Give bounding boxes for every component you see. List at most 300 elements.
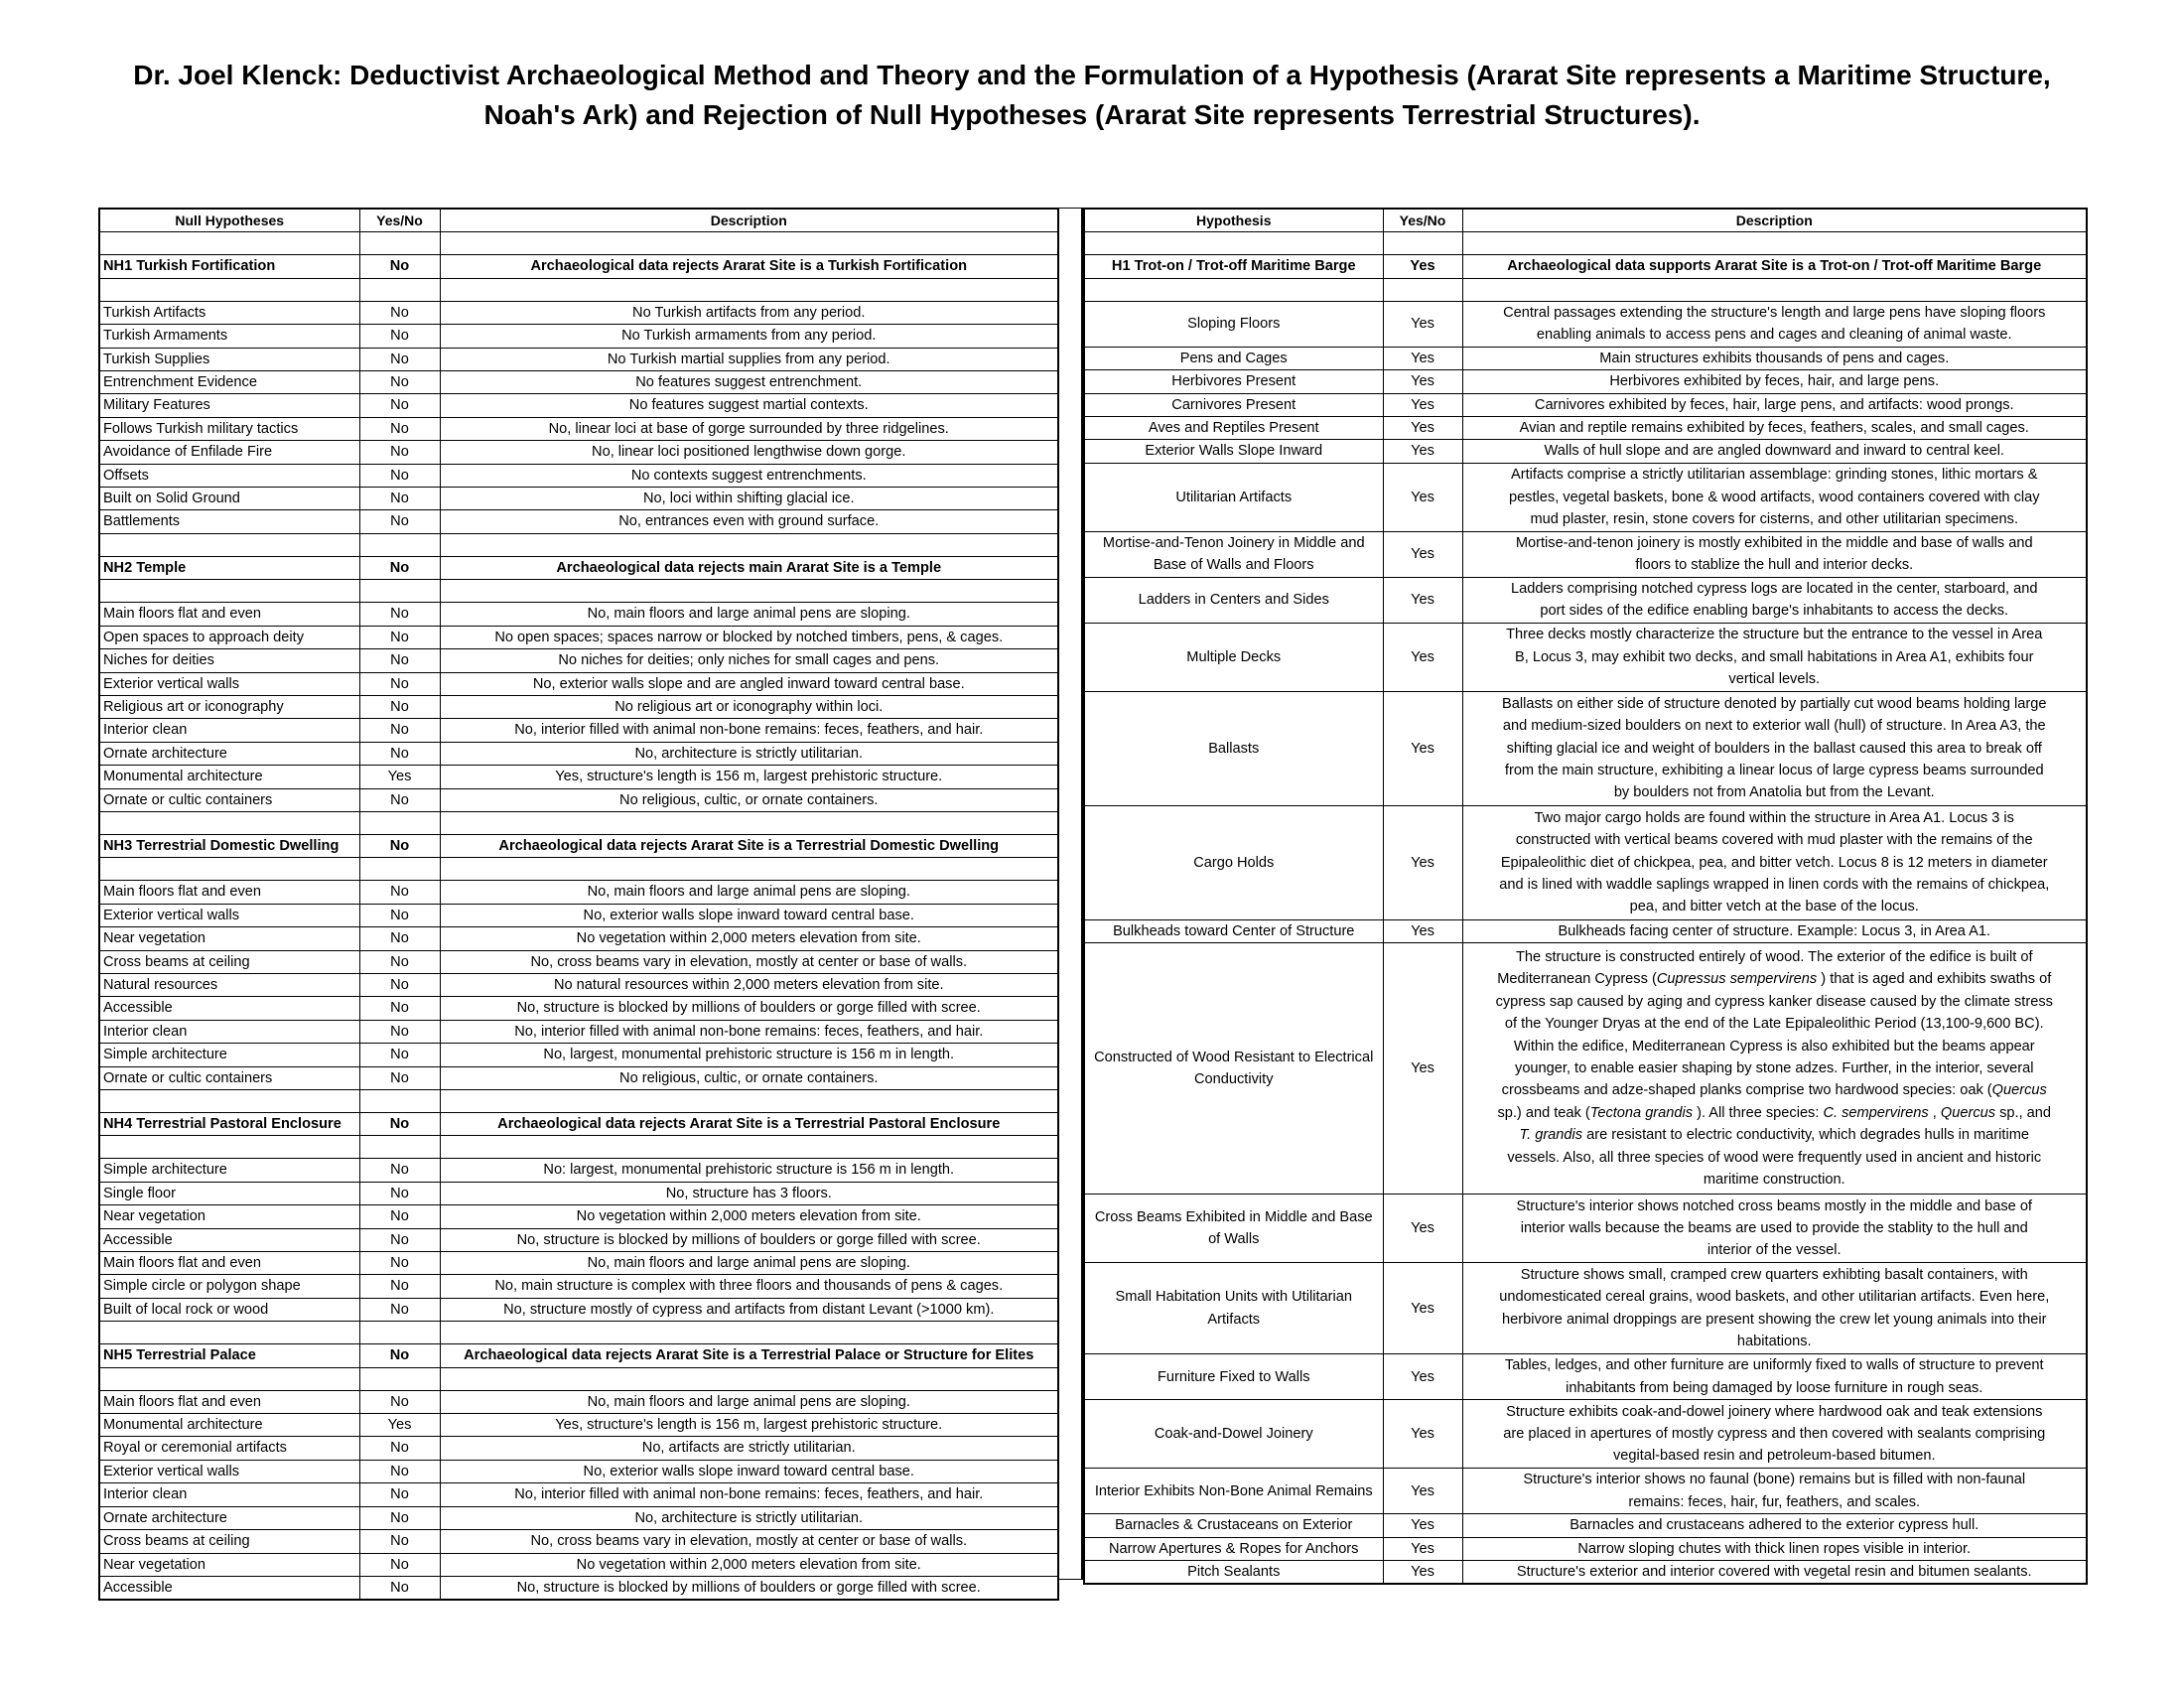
yes-no-cell: No [359, 301, 440, 324]
yes-no-cell: Yes [1383, 1354, 1462, 1400]
yes-no-cell: No [359, 1020, 440, 1043]
table-row [99, 649, 1058, 672]
criterion-cell: Multiple Decks [1084, 623, 1383, 691]
table-row [1084, 1263, 2087, 1354]
yes-no-cell: No [359, 1460, 440, 1482]
empty-cell [440, 278, 1058, 301]
description-line: Structure's interior shows notched cross beams mostly in the middle and base of [1516, 1197, 2032, 1214]
criterion-cell: Entrenchment Evidence [99, 371, 359, 394]
yes-no-cell: No [359, 1483, 440, 1506]
description-cell: No, main floors and large animal pens are sloping. [440, 1252, 1058, 1275]
description-cell [1462, 691, 2087, 805]
table-row [99, 1228, 1058, 1251]
empty-cell [359, 1367, 440, 1390]
group-verdict: No [359, 255, 440, 278]
group-title-row [99, 556, 1058, 579]
group-title: NH2 Temple [99, 556, 359, 579]
yes-no-cell: No [359, 1298, 440, 1321]
criterion-cell: Interior Exhibits Non-Bone Animal Remains [1084, 1469, 1383, 1514]
description-line: by boulders not from Anatolia but from the Levant. [1613, 784, 1935, 801]
group-verdict: No [359, 834, 440, 857]
empty-cell [1084, 278, 1383, 301]
table-row [1084, 347, 2087, 369]
yes-no-cell: Yes [1383, 691, 1462, 805]
hypothesis-summary: Archaeological data supports Ararat Site is a Trot-on / Trot-off Maritime Barge [1462, 255, 2087, 278]
description-line: Bulkheads facing center of structure. Example: Locus 3, in Area A1. [1558, 922, 1991, 939]
yes-no-cell: Yes [1383, 805, 1462, 919]
description-line: Tables, ledges, and other furniture are uniformly fixed to walls of structure to prevent [1504, 1357, 2044, 1374]
description-line: Narrow sloping chutes with thick linen ropes visible in interior. [1577, 1540, 1972, 1557]
group-verdict: No [359, 556, 440, 579]
table-row [1084, 531, 2087, 577]
criterion-cell: Herbivores Present [1084, 370, 1383, 393]
table-row [1084, 1400, 2087, 1469]
table-row [99, 1530, 1058, 1553]
description-cell: No, structure is blocked by millions of boulders or gorge filled with scree. [440, 997, 1058, 1020]
group-verdict: No [359, 1113, 440, 1136]
description-cell: No, loci within shifting glacial ice. [440, 488, 1058, 510]
yes-no-cell: No [359, 1066, 440, 1089]
empty-cell [440, 1322, 1058, 1344]
yes-no-cell: Yes [1383, 1195, 1462, 1263]
description-line: herbivore animal droppings are present showing the crew let young animals into their [1502, 1311, 2047, 1328]
description-cell [1462, 393, 2087, 416]
yes-no-cell: No [359, 695, 440, 718]
table-row [99, 1553, 1058, 1576]
criterion-cell: Cargo Holds [1084, 805, 1383, 919]
yes-no-cell: Yes [1383, 919, 1462, 942]
yes-no-cell: Yes [1383, 393, 1462, 416]
table-row [99, 672, 1058, 695]
empty-cell [99, 1136, 359, 1159]
description-cell [1462, 919, 2087, 942]
group-summary: Archaeological data rejects Ararat Site is a Terrestrial Pastoral Enclosure [440, 1113, 1058, 1136]
group-summary: Archaeological data rejects Ararat Site is a Terrestrial Domestic Dwelling [440, 834, 1058, 857]
title-line-1: Dr. Joel Klenck: Deductivist Archaeological Method and Theory and the Formulation of a Hypothesis (Ararat Site represents a Maritime Structure, [133, 60, 2051, 90]
empty-cell [99, 1090, 359, 1113]
yes-no-cell: No [359, 788, 440, 811]
description-line: pea, and bitter vetch at the base of the locus. [1629, 899, 1919, 915]
yes-no-cell: No [359, 348, 440, 370]
table-row [99, 348, 1058, 370]
description-cell: No, interior filled with animal non-bone remains: feces, feathers, and hair. [440, 1020, 1058, 1043]
blank-row [99, 1090, 1058, 1113]
criterion-cell: Cross beams at ceiling [99, 950, 359, 973]
yes-no-cell: No [359, 1205, 440, 1228]
criterion-cell: Offsets [99, 464, 359, 487]
yes-no-cell: Yes [1383, 1400, 1462, 1469]
description-line: sp.) and teak (Tectona grandis ). All three species: C. sempervirens , Quercus sp., and [1497, 1104, 2052, 1121]
criterion-cell: Carnivores Present [1084, 393, 1383, 416]
description-cell: No, interior filled with animal non-bone remains: feces, feathers, and hair. [440, 1483, 1058, 1506]
yes-no-cell: No [359, 371, 440, 394]
criterion-cell: Military Features [99, 394, 359, 417]
criterion-cell: Monumental architecture [99, 766, 359, 788]
criterion-cell: Turkish Artifacts [99, 301, 359, 324]
criterion-cell: Ladders in Centers and Sides [1084, 577, 1383, 623]
column-header: Yes/No [1383, 209, 1462, 232]
yes-no-cell: No [359, 649, 440, 672]
table-row [99, 441, 1058, 464]
description-line: cypress sap caused by aging and cypress kanker disease caused by the climate stress [1495, 993, 2053, 1010]
yes-no-cell: No [359, 904, 440, 926]
empty-cell [440, 1367, 1058, 1390]
column-header: Hypothesis [1084, 209, 1383, 232]
description-cell [1462, 1561, 2087, 1585]
table-row [99, 973, 1058, 996]
description-line: vessels. Also, all three species of wood were frequently used in ancient and historic [1507, 1149, 2042, 1166]
blank-row [99, 580, 1058, 603]
criterion-cell: Exterior vertical walls [99, 672, 359, 695]
yes-no-cell: Yes [1383, 347, 1462, 369]
description-cell: No, cross beams vary in elevation, mostly at center or base of walls. [440, 1530, 1058, 1553]
description-line: shifting glacial ice and weight of boulders in the ballast caused this area to break off [1506, 740, 2042, 757]
description-cell [1462, 347, 2087, 369]
criterion-cell: Follows Turkish military tactics [99, 417, 359, 440]
description-cell: No open spaces; spaces narrow or blocked by notched timbers, pens, & cages. [440, 626, 1058, 648]
description-cell: No features suggest entrenchment. [440, 371, 1058, 394]
table-row [99, 1205, 1058, 1228]
yes-no-cell: No [359, 488, 440, 510]
table-row [1084, 1514, 2087, 1537]
description-line: enabling animals to access pens and cages and cleaning of animal waste. [1536, 327, 2012, 344]
description-cell: No features suggest martial contexts. [440, 394, 1058, 417]
description-cell: No, structure has 3 floors. [440, 1182, 1058, 1204]
description-line: from the main structure, exhibiting a linear locus of large cypress beams surrounded [1504, 763, 2044, 779]
description-cell: No, architecture is strictly utilitarian. [440, 742, 1058, 765]
description-cell: Yes, structure's length is 156 m, largest prehistoric structure. [440, 766, 1058, 788]
criterion-cell: Simple architecture [99, 1044, 359, 1066]
description-line: habitations. [1736, 1334, 1812, 1350]
yes-no-cell: No [359, 464, 440, 487]
description-line: Ladders comprising notched cypress logs are located in the center, starboard, and [1510, 580, 2038, 597]
description-line: Mortise-and-tenon joinery is mostly exhibited in the middle and base of walls and [1515, 534, 2033, 551]
table-row [99, 997, 1058, 1020]
yes-no-cell: Yes [1383, 623, 1462, 691]
criterion-cell: Ornate architecture [99, 742, 359, 765]
criterion-cell: Barnacles & Crustaceans on Exterior [1084, 1514, 1383, 1537]
description-line: Ballasts on either side of structure denoted by partially cut wood beams holding large [1502, 695, 2047, 712]
table-row [99, 742, 1058, 765]
hypothesis-table [1083, 208, 2088, 1585]
empty-cell [99, 811, 359, 834]
table-row [99, 626, 1058, 648]
description-line: Avian and reptile remains exhibited by feces, feathers, scales, and small cages. [1519, 420, 2029, 437]
criterion-cell: Main floors flat and even [99, 881, 359, 904]
description-cell [1462, 577, 2087, 623]
description-cell [1462, 417, 2087, 440]
table-row [99, 788, 1058, 811]
empty-cell [99, 232, 359, 255]
criterion-cell: Ornate or cultic containers [99, 788, 359, 811]
description-cell [1462, 623, 2087, 691]
description-line: interior walls because the beams are used to provide the stablity to the hull and [1520, 1220, 2028, 1237]
yes-no-cell: No [359, 1553, 440, 1576]
yes-no-cell: Yes [1383, 301, 1462, 347]
yes-no-cell: Yes [1383, 943, 1462, 1195]
empty-cell [440, 232, 1058, 255]
description-cell [1462, 943, 2087, 1195]
description-line: vertical levels. [1728, 671, 1821, 688]
criterion-cell: Coak-and-Dowel Joinery [1084, 1400, 1383, 1469]
table-row [1084, 1537, 2087, 1560]
description-cell [1462, 1514, 2087, 1537]
criterion-cell: Accessible [99, 1228, 359, 1251]
table-row [99, 1437, 1058, 1460]
table-row [99, 1275, 1058, 1298]
criterion-cell: Monumental architecture [99, 1414, 359, 1437]
yes-no-cell: Yes [1383, 417, 1462, 440]
criterion-cell: Ornate architecture [99, 1506, 359, 1529]
table-row [1084, 623, 2087, 691]
table-row [99, 766, 1058, 788]
yes-no-cell: No [359, 927, 440, 950]
description-cell [1462, 463, 2087, 531]
yes-no-cell: No [359, 325, 440, 348]
table-row [1084, 463, 2087, 531]
table-row [1084, 301, 2087, 347]
criterion-cell: Furniture Fixed to Walls [1084, 1354, 1383, 1400]
criterion-cell: Main floors flat and even [99, 1252, 359, 1275]
criterion-cell: Cross Beams Exhibited in Middle and Base of Walls [1084, 1195, 1383, 1263]
table-row [99, 1460, 1058, 1482]
description-line: constructed with vertical beams covered with mud plaster with the remains of the [1515, 832, 2033, 849]
yes-no-cell: No [359, 1576, 440, 1600]
table-row [1084, 805, 2087, 919]
table-row [99, 1298, 1058, 1321]
table-row [99, 394, 1058, 417]
description-line: Epipaleolithic diet of chickpea, pea, and bitter vetch. Locus 8 is 12 meters in diameter [1500, 854, 2048, 871]
description-line: Within the edifice, Mediterranean Cypress is also exhibited but the beams appear [1513, 1038, 2035, 1055]
empty-cell [99, 278, 359, 301]
yes-no-cell: No [359, 881, 440, 904]
yes-no-cell: Yes [1383, 577, 1462, 623]
yes-no-cell: No [359, 1506, 440, 1529]
description-cell: No, linear loci positioned lengthwise down gorge. [440, 441, 1058, 464]
hypothesis-verdict: Yes [1383, 255, 1462, 278]
table-row [99, 603, 1058, 626]
description-cell: No, linear loci at base of gorge surrounded by three ridgelines. [440, 417, 1058, 440]
header-row [99, 209, 1058, 232]
criterion-cell: Religious art or iconography [99, 695, 359, 718]
description-line: B, Locus 3, may exhibit two decks, and small habitations in Area A1, exhibits four [1515, 648, 2034, 665]
criterion-cell: Accessible [99, 1576, 359, 1600]
description-cell [1462, 1195, 2087, 1263]
yes-no-cell: Yes [359, 766, 440, 788]
criterion-cell: Battlements [99, 510, 359, 533]
table-row [1084, 1469, 2087, 1514]
hypothesis-title: H1 Trot-on / Trot-off Maritime Barge [1084, 255, 1383, 278]
blank-row [99, 1136, 1058, 1159]
table-row [1084, 370, 2087, 393]
yes-no-cell: Yes [1383, 1537, 1462, 1560]
description-cell: No Turkish armaments from any period. [440, 325, 1058, 348]
group-summary: Archaeological data rejects main Ararat Site is a Temple [440, 556, 1058, 579]
criterion-cell: Open spaces to approach deity [99, 626, 359, 648]
group-title: NH1 Turkish Fortification [99, 255, 359, 278]
table-row [1084, 1195, 2087, 1263]
group-summary: Archaeological data rejects Ararat Site is a Terrestrial Palace or Structure for Elites [440, 1344, 1058, 1367]
empty-cell [99, 580, 359, 603]
yes-no-cell: No [359, 1275, 440, 1298]
description-cell: No vegetation within 2,000 meters elevation from site. [440, 1553, 1058, 1576]
empty-cell [359, 278, 440, 301]
criterion-cell: Near vegetation [99, 1553, 359, 1576]
criterion-cell: Interior clean [99, 1483, 359, 1506]
empty-cell [1462, 278, 2087, 301]
table-row [99, 1483, 1058, 1506]
table-row [99, 464, 1058, 487]
blank-row [99, 232, 1058, 255]
description-cell: No Turkish martial supplies from any period. [440, 348, 1058, 370]
description-cell: No, exterior walls slope and are angled inward toward central base. [440, 672, 1058, 695]
table-row [99, 719, 1058, 742]
criterion-cell: Interior clean [99, 719, 359, 742]
table-row [99, 488, 1058, 510]
description-cell [1462, 1469, 2087, 1514]
criterion-cell: Narrow Apertures & Ropes for Anchors [1084, 1537, 1383, 1560]
criterion-cell: Near vegetation [99, 1205, 359, 1228]
description-cell: No, artifacts are strictly utilitarian. [440, 1437, 1058, 1460]
group-title-row [99, 1344, 1058, 1367]
description-line: mud plaster, resin, stone covers for cisterns, and other utilitarian specimens. [1530, 511, 2019, 528]
yes-no-cell: No [359, 1437, 440, 1460]
criterion-cell: Sloping Floors [1084, 301, 1383, 347]
empty-cell [359, 811, 440, 834]
description-cell: No, exterior walls slope inward toward central base. [440, 1460, 1058, 1482]
column-header: Description [1462, 209, 2087, 232]
yes-no-cell: Yes [1383, 463, 1462, 531]
yes-no-cell: No [359, 1044, 440, 1066]
blank-row [99, 1367, 1058, 1390]
criterion-cell: Pitch Sealants [1084, 1561, 1383, 1585]
table-separator [1057, 208, 1083, 1580]
description-line: and is lined with waddle saplings wrapped in linen cords with the remains of chickpea, [1499, 877, 2050, 894]
description-cell: No contexts suggest entrenchments. [440, 464, 1058, 487]
description-line: Herbivores exhibited by feces, hair, and large pens. [1609, 373, 1940, 390]
description-cell: No: largest, monumental prehistoric structure is 156 m in length. [440, 1159, 1058, 1182]
table-row [99, 1066, 1058, 1089]
table-row [99, 1390, 1058, 1413]
table-row [99, 371, 1058, 394]
yes-no-cell: Yes [1383, 1469, 1462, 1514]
yes-no-cell: No [359, 394, 440, 417]
empty-cell [359, 1090, 440, 1113]
criterion-cell: Cross beams at ceiling [99, 1530, 359, 1553]
table-row [99, 1044, 1058, 1066]
yes-no-cell: No [359, 950, 440, 973]
description-line: Mediterranean Cypress (Cupressus sempervirens ) that is aged and exhibits swaths of [1497, 971, 2052, 988]
description-cell: No vegetation within 2,000 meters elevation from site. [440, 1205, 1058, 1228]
column-header: Yes/No [359, 209, 440, 232]
criterion-cell: Pens and Cages [1084, 347, 1383, 369]
table-row [99, 1020, 1058, 1043]
group-title-row [99, 834, 1058, 857]
criterion-cell: Exterior vertical walls [99, 1460, 359, 1482]
description-cell: No religious, cultic, or ornate containers. [440, 788, 1058, 811]
yes-no-cell: No [359, 973, 440, 996]
criterion-cell: Royal or ceremonial artifacts [99, 1437, 359, 1460]
yes-no-cell: Yes [1383, 440, 1462, 463]
yes-no-cell: Yes [359, 1414, 440, 1437]
table-row [99, 927, 1058, 950]
table-row [1084, 1354, 2087, 1400]
group-title: NH3 Terrestrial Domestic Dwelling [99, 834, 359, 857]
criterion-cell: Main floors flat and even [99, 603, 359, 626]
yes-no-cell: No [359, 1530, 440, 1553]
description-cell [1462, 301, 2087, 347]
description-line: Central passages extending the structure's length and large pens have sloping floors [1503, 304, 2046, 321]
description-line: remains: feces, hair, fur, feathers, and scales. [1628, 1493, 1921, 1510]
criterion-cell: Ballasts [1084, 691, 1383, 805]
yes-no-cell: No [359, 1390, 440, 1413]
table-row [1084, 943, 2087, 1195]
empty-cell [440, 811, 1058, 834]
blank-row [1084, 278, 2087, 301]
criterion-cell: Ornate or cultic containers [99, 1066, 359, 1089]
description-line: maritime construction. [1703, 1172, 1845, 1189]
description-line: Carnivores exhibited by feces, hair, large pens, and artifacts: wood prongs. [1534, 396, 2014, 413]
yes-no-cell: No [359, 997, 440, 1020]
description-cell: No Turkish artifacts from any period. [440, 301, 1058, 324]
criterion-cell: Exterior Walls Slope Inward [1084, 440, 1383, 463]
description-line: Artifacts comprise a strictly utilitarian assemblage: grinding stones, lithic mortars & [1511, 467, 2038, 484]
description-line: Structure exhibits coak-and-dowel joinery where hardwood oak and teak extensions [1506, 1403, 2043, 1420]
description-line: undomesticated cereal grains, wood baskets, and other utilitarian artifacts. Even here, [1499, 1289, 2050, 1306]
description-cell: No vegetation within 2,000 meters elevation from site. [440, 927, 1058, 950]
description-cell: No niches for deities; only niches for small cages and pens. [440, 649, 1058, 672]
description-cell: No religious, cultic, or ornate containers. [440, 1066, 1058, 1089]
description-cell [1462, 1537, 2087, 1560]
yes-no-cell: Yes [1383, 1514, 1462, 1537]
criterion-cell: Mortise-and-Tenon Joinery in Middle and Base of Walls and Floors [1084, 531, 1383, 577]
description-cell: No, exterior walls slope inward toward central base. [440, 904, 1058, 926]
title-line-2: Noah's Ark) and Rejection of Null Hypotheses (Ararat Site represents Terrestrial Structures). [483, 99, 1701, 130]
yes-no-cell: No [359, 1252, 440, 1275]
description-line: pestles, vegetal baskets, bone & wood artifacts, wood containers covered with clay [1508, 489, 2040, 505]
empty-cell [1383, 278, 1462, 301]
table-row [1084, 440, 2087, 463]
yes-no-cell: No [359, 672, 440, 695]
table-row [99, 301, 1058, 324]
empty-cell [359, 232, 440, 255]
description-line: floors to stablize the hull and interior decks. [1635, 557, 1914, 574]
description-line: Structure's exterior and interior covered with vegetal resin and bitumen sealants. [1516, 1564, 2032, 1581]
description-cell [1462, 440, 2087, 463]
blank-row [99, 858, 1058, 881]
description-cell: No, cross beams vary in elevation, mostly at center or base of walls. [440, 950, 1058, 973]
yes-no-cell: Yes [1383, 1561, 1462, 1585]
criterion-cell: Exterior vertical walls [99, 904, 359, 926]
criterion-cell: Single floor [99, 1182, 359, 1204]
description-cell: No, entrances even with ground surface. [440, 510, 1058, 533]
table-row [99, 325, 1058, 348]
table-row [99, 904, 1058, 926]
description-line: interior of the vessel. [1706, 1242, 1842, 1259]
yes-no-cell: No [359, 742, 440, 765]
yes-no-cell: No [359, 1182, 440, 1204]
description-line: of the Younger Dryas at the end of the Late Epipaleolithic Period (13,100-9,600 BC). [1504, 1016, 2044, 1033]
criterion-cell: Utilitarian Artifacts [1084, 463, 1383, 531]
group-title-row [99, 1113, 1058, 1136]
description-cell: No, structure mostly of cypress and artifacts from distant Levant (>1000 km). [440, 1298, 1058, 1321]
empty-cell [99, 533, 359, 556]
description-cell: No, architecture is strictly utilitarian. [440, 1506, 1058, 1529]
empty-cell [440, 1136, 1058, 1159]
yes-no-cell: No [359, 719, 440, 742]
description-cell [1462, 1354, 2087, 1400]
table-row [99, 1414, 1058, 1437]
